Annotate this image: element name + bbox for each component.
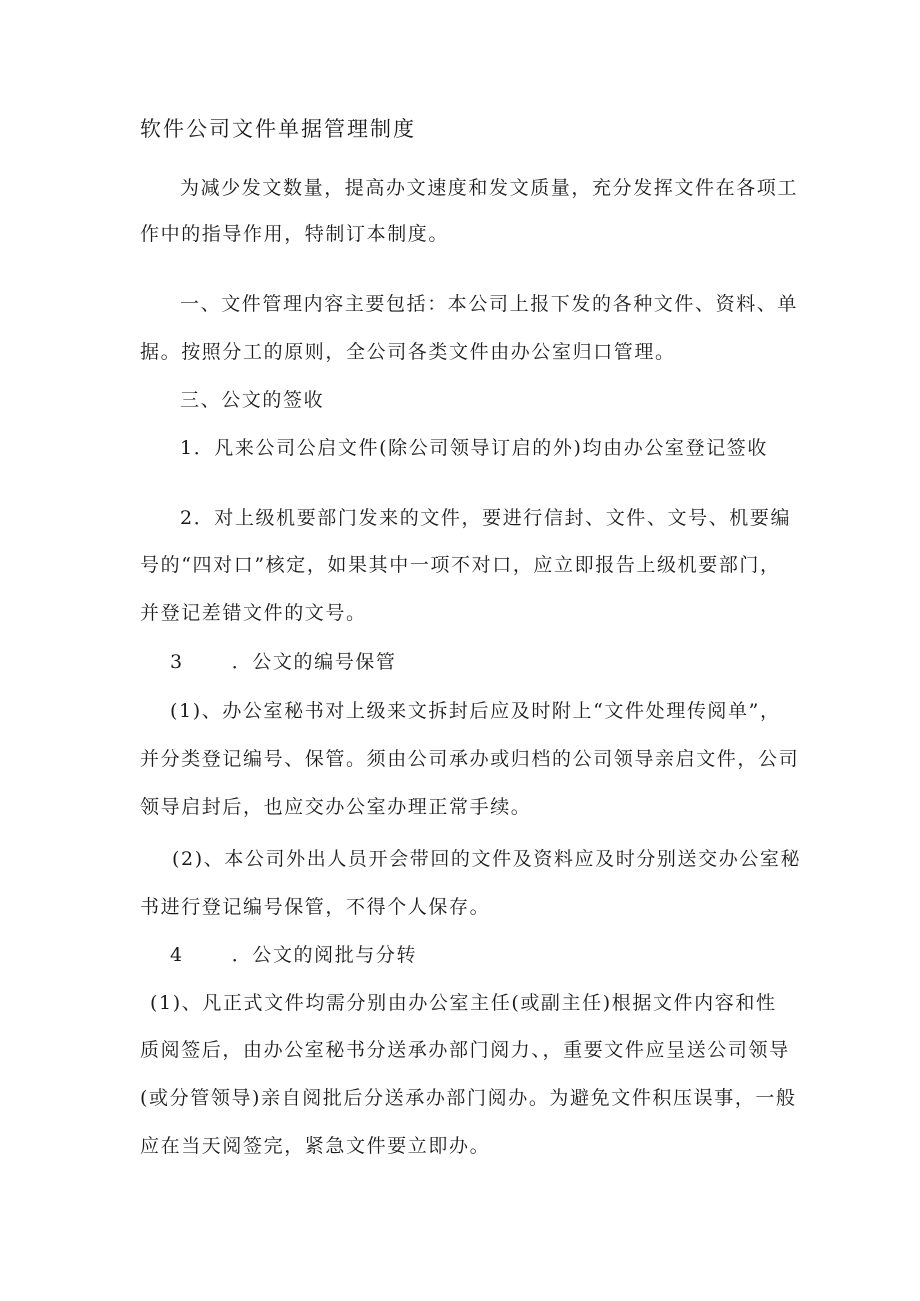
item3-number: 3 — [170, 651, 184, 673]
intro-line-1: 为减少发文数量，提高办文速度和发文质量，充分发挥文件在各项工 — [180, 177, 799, 199]
item3-heading — [170, 650, 830, 674]
intro-line-2: 作中的指导作用，特制订本制度。 — [140, 223, 450, 245]
item2-line-3: 并登记差错文件的文号。 — [140, 602, 367, 624]
item2-line-2: 号的“四对口”核定，如果其中一项不对口，应立即报告上级机要部门， — [140, 554, 781, 576]
item4-number: 4 — [170, 944, 184, 966]
item2-line-1: 2．对上级机要部门发来的文件，要进行信封、文件、文号、机要编 — [180, 507, 792, 529]
item1-line: 1．凡来公司公启文件(除公司领导订启的外)均由办公室登记签收 — [180, 437, 768, 459]
item4-sub1-line-1: (1)、凡正式文件均需分别由办公室主任(或副主任)根据文件内容和性 — [150, 992, 777, 1014]
section3-heading: 三、公文的签收 — [180, 389, 325, 411]
item4-heading — [170, 943, 830, 967]
item3-sub2-line-2: 书进行登记编号保管，不得个人保存。 — [140, 896, 491, 918]
item3-sub1-line-1: (1)、办公室秘书对上级来文拆封后应及时附上“文件处理传阅单”， — [170, 700, 781, 722]
item4-sub1-line-4: 应在当天阅签完，紧急文件要立即办。 — [140, 1135, 491, 1157]
section1-line-1: 一、文件管理内容主要包括：本公司上报下发的各种文件、资料、单 — [180, 293, 799, 315]
item4-label: ．公文的阅批与分转 — [231, 944, 418, 966]
item3-sub1-line-2: 并分类登记编号、保管。须由公司承办或归档的公司领导亲启文件，公司 — [140, 748, 800, 770]
item3-sub1-line-3: 领导启封后，也应交办公室办理正常手续。 — [140, 796, 532, 818]
section1-line-2: 据。按照分工的原则，全公司各类文件由办公室归口管理。 — [140, 341, 676, 363]
item3-label: ．公文的编号保管 — [231, 651, 397, 673]
item3-sub2-line-1: (2)、本公司外出人员开会带回的文件及资料应及时分别送交办公室秘 — [172, 848, 802, 870]
item4-sub1-line-2: 质阅签后，由办公室秘书分送承办部门阅力、，重要文件应呈送公司领导 — [140, 1039, 790, 1061]
item4-sub1-line-3: (或分管领导)亲自阅批后分送承办部门阅办。为避免文件积压误事，一般 — [140, 1087, 797, 1109]
document-title: 软件公司文件单据管理制度 — [140, 117, 416, 141]
